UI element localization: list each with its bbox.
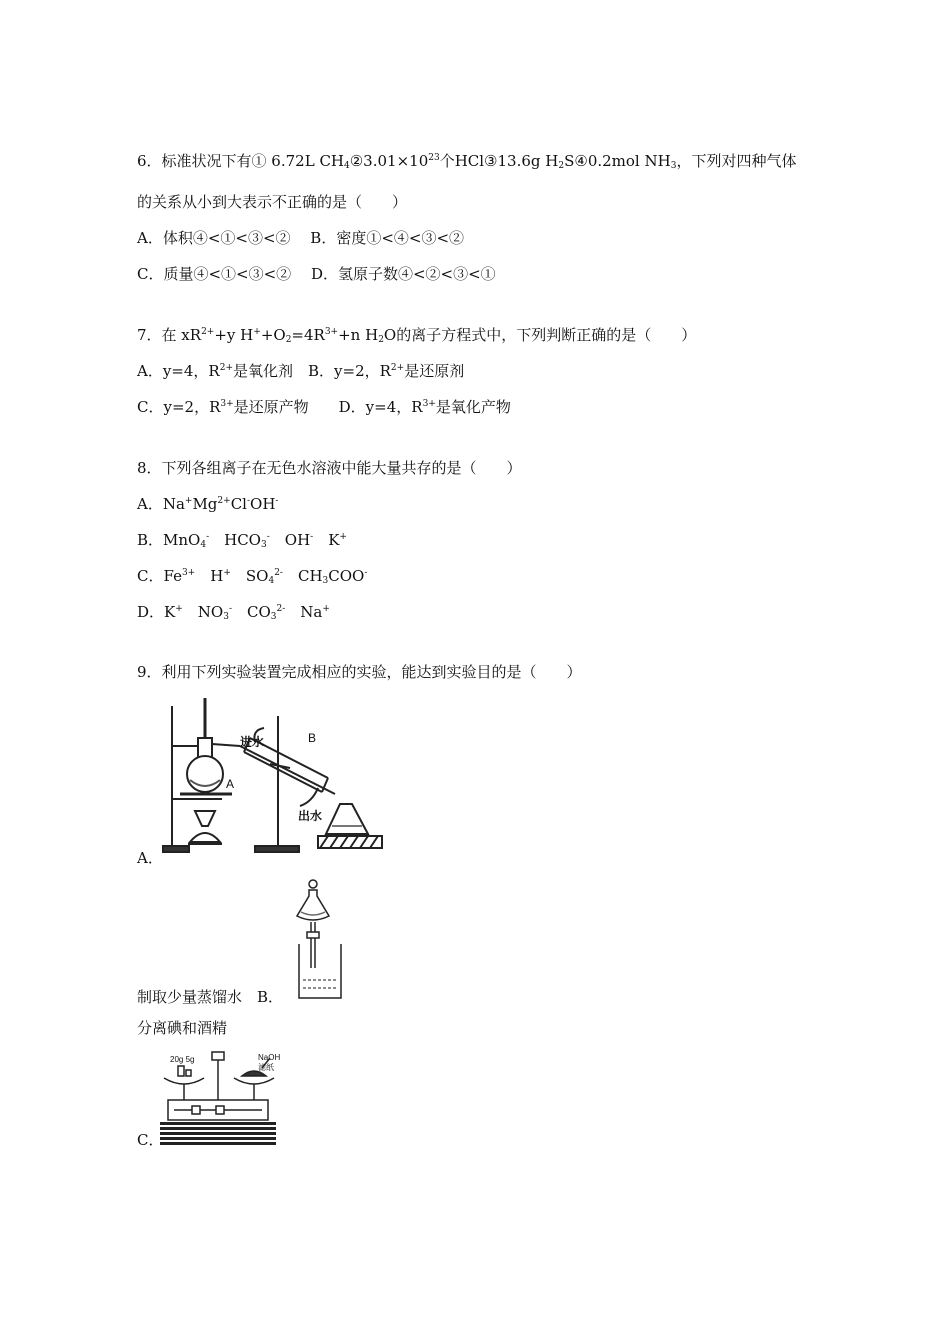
label-a: A (226, 777, 235, 791)
q8-stem: 8．下列各组离子在无色水溶液中能大量共存的是（ ） (137, 459, 522, 477)
q9-option-c-label: C． (137, 1131, 164, 1149)
q7-stem: 7．在 $xR^{2+}+y$ $H^++O_2=4R^{3+}+n$ $H_2O$的离子方程式中，下列判断正确的是（ ） (137, 326, 697, 345)
water-in-label: 进水 (240, 735, 265, 749)
q9-stem: 9．利用下列实验装置完成相应的实验，能达到实验目的是（ ） (137, 663, 582, 681)
q8-option-c: C．$Fe^{3+}$ H+ $SO_4^{2-}$ $CH_3COO^-$ (137, 567, 368, 586)
label-b: B (308, 731, 317, 745)
q7-options-cd: C．y=2，$R^{3+}$是还原产物 D．y=4，$R^{3+}$是氧化产物 (137, 398, 511, 416)
q8-option-d: D．K+ $NO_3^-$ $CO_3^{2-}$ Na+ (137, 603, 330, 622)
q9-option-b-text: 分离碘和酒精 (137, 1019, 228, 1037)
filter-paper-label: 滤纸 (258, 1063, 274, 1072)
q8-option-b: B．MnO$_4$- $HCO_3^-$ OH- K+ (137, 531, 347, 550)
balance-figure (158, 1050, 280, 1146)
q9-option-a-text-and-b-label: 制取少量蒸馏水 B． (137, 988, 284, 1006)
q6-stem-line1: 6．标准状况下有① 6.72L $CH_4②3.01\times 10^{23}$个HCl③13.6g $H_2S④0.2mol$ $NH_3$，下列对四种气体 (137, 152, 797, 171)
q7-options-ab: A．y=4，$R^{2+}$是氧化剂 B．y=2，$R^{2+}$是还原剂 (137, 362, 465, 380)
distillation-apparatus-figure (160, 696, 385, 858)
q6-stem-line2: 的关系从小到大表示不正确的是（ ） (137, 193, 408, 211)
weight-label: 20g 5g (170, 1055, 195, 1064)
q8-option-a: A．$Na^+Mg^{2+}Cl^-OH^-$ (137, 495, 279, 513)
q9-option-a-label: A． (137, 849, 163, 867)
water-out-label: 出水 (298, 809, 323, 823)
q6-options-ab: A．体积④<①<③<② B．密度①<④<③<② (137, 229, 465, 247)
q6-options-cd: C．质量④<①<③<② D．氢原子数④<②<③<① (137, 265, 496, 283)
separatory-funnel-figure (295, 878, 347, 1004)
naoh-label: NaOH (258, 1053, 280, 1062)
